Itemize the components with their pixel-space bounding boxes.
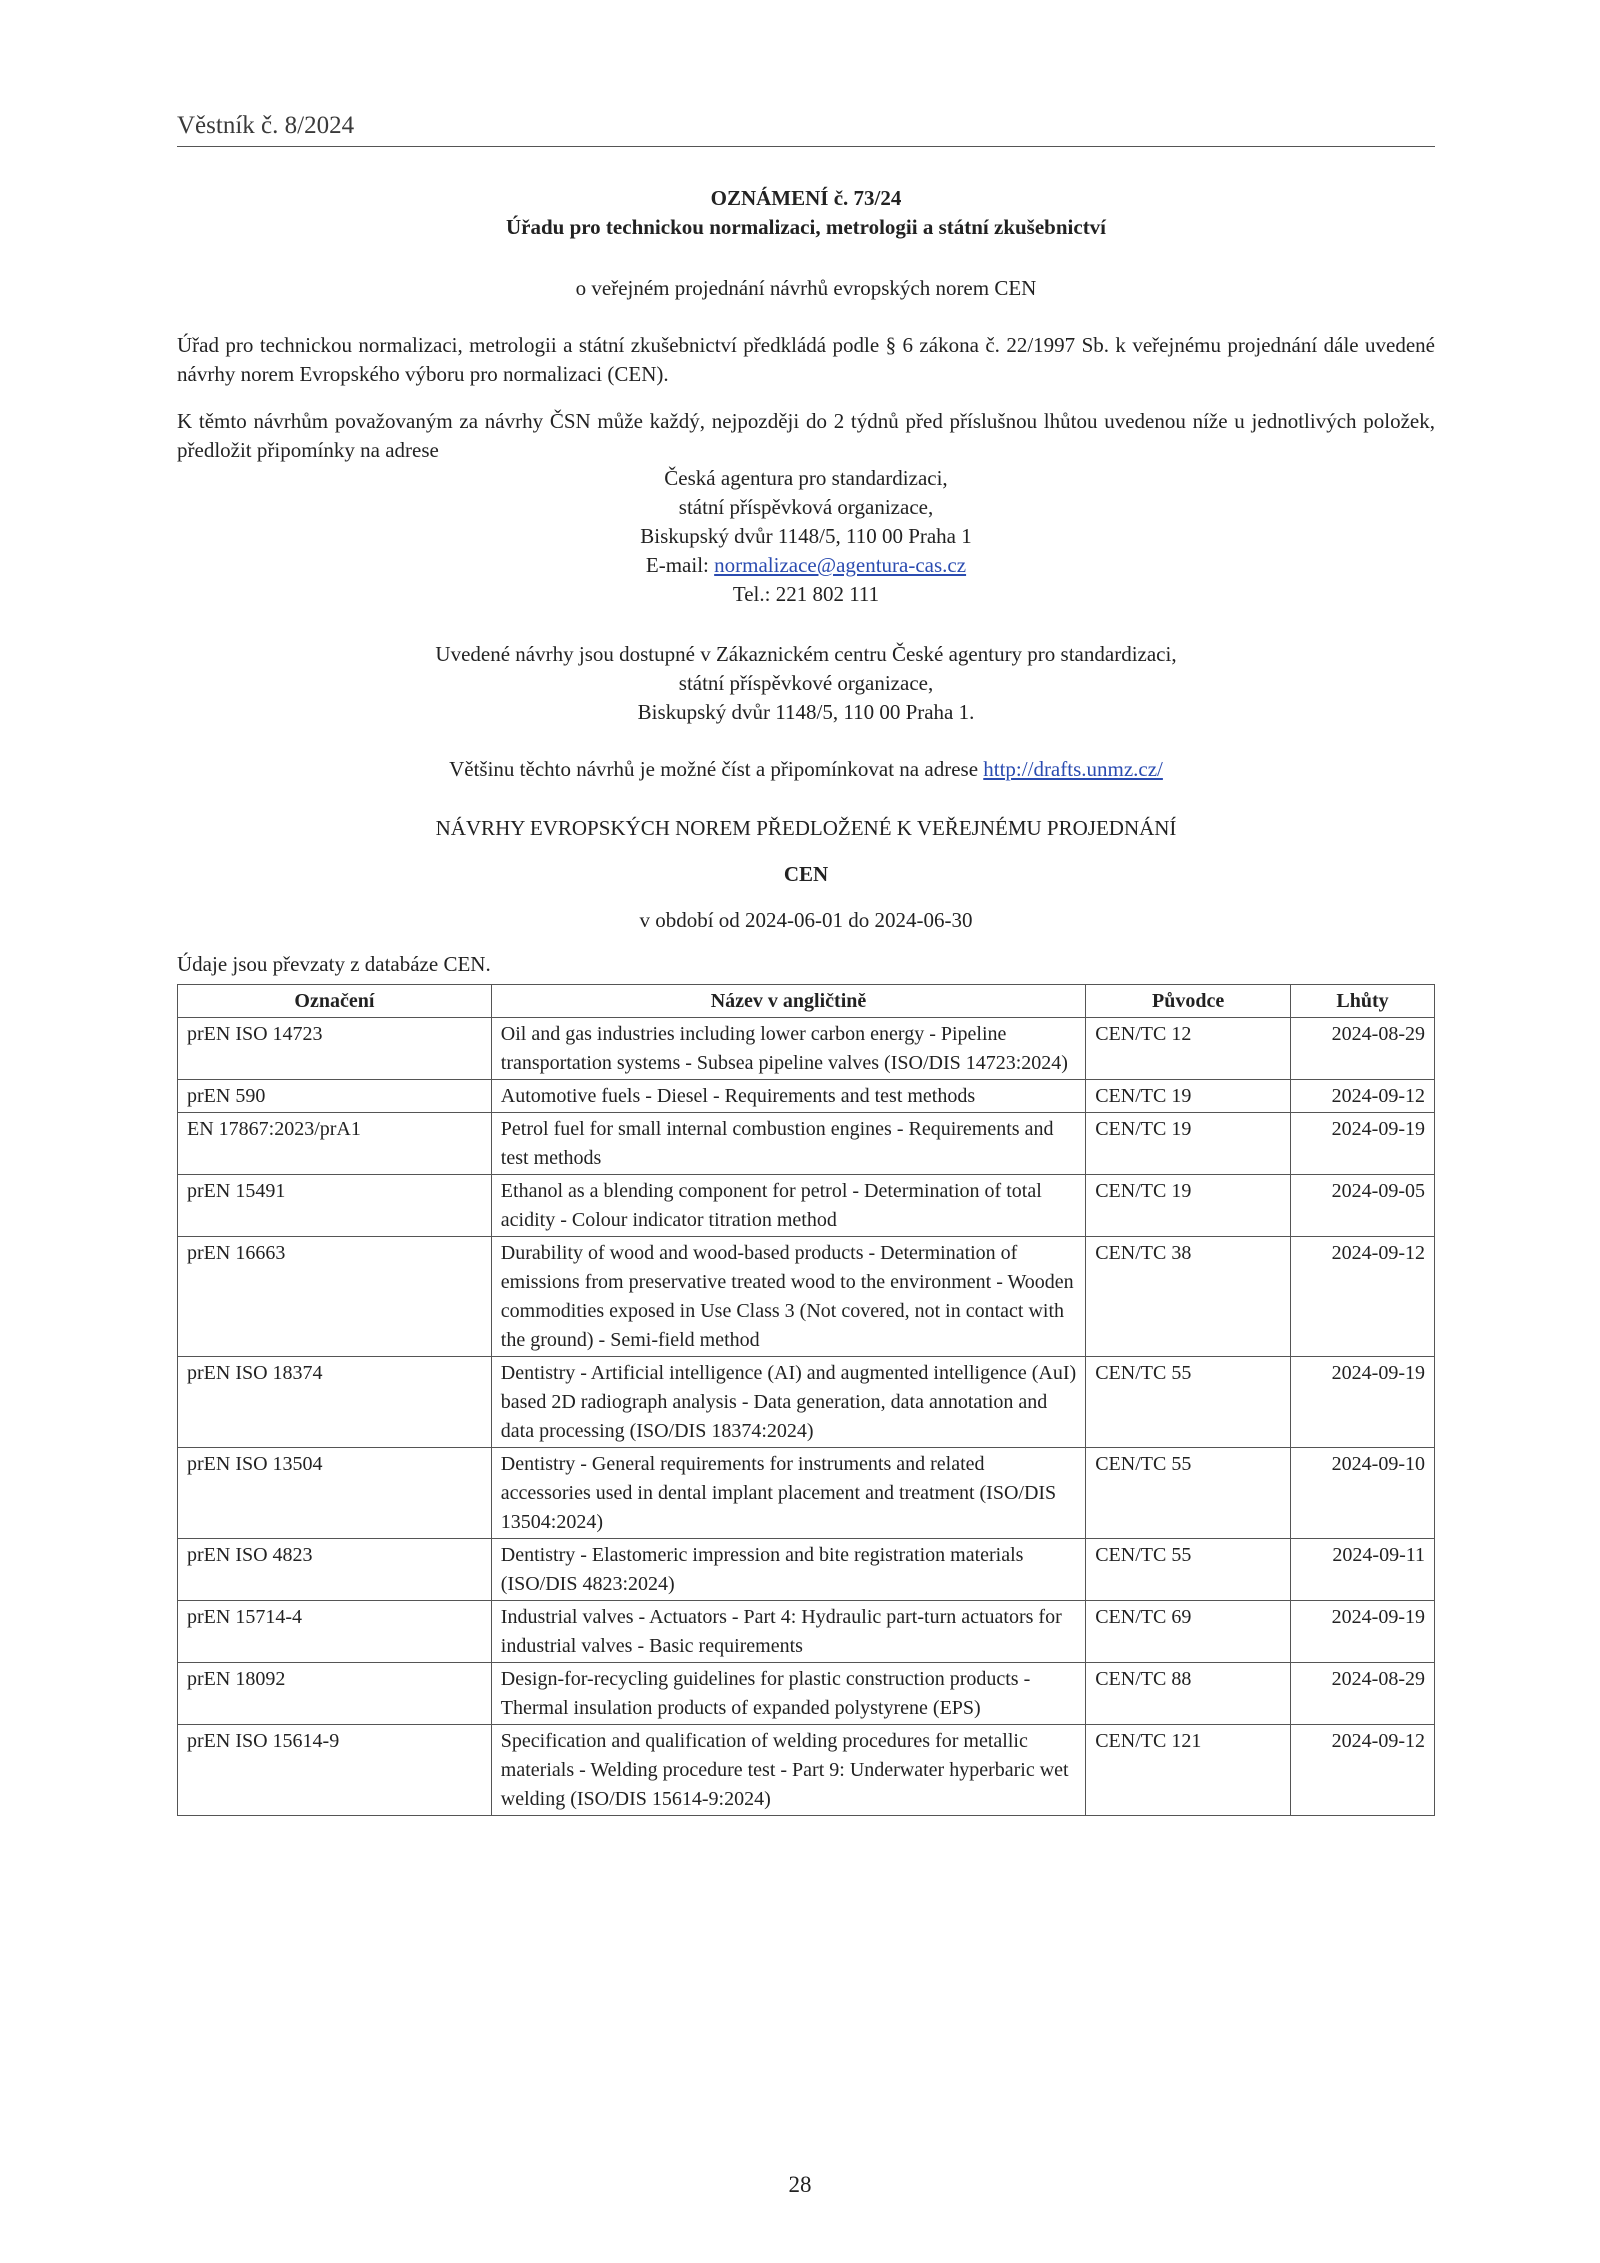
period-line: v období od 2024-06-01 do 2024-06-30 [639,908,973,932]
deadline-cell: 2024-08-29 [1291,1663,1435,1725]
title-cell: Specification and qualification of welding procedures for metallic materials - Welding procedure test - Part 9: Underwater hyperbaric wet welding (ISO/DIS 15614-9:2024) [491,1725,1085,1816]
drafts-link[interactable]: http://drafts.unmz.cz/ [983,757,1163,781]
deadline-cell: 2024-09-12 [1291,1237,1435,1357]
designation-cell: EN 17867:2023/prA1 [178,1113,492,1175]
table-row [178,1237,1435,1357]
title-cell: Industrial valves - Actuators - Part 4: Hydraulic part-turn actuators for industrial valves - Basic requirements [491,1601,1085,1663]
norms-table [177,984,1435,1816]
column-header-deadline: Lhůty [1291,985,1435,1018]
title-cell: Dentistry - Elastomeric impression and bite registration materials (ISO/DIS 4823:2024) [491,1539,1085,1601]
origin-cell: CEN/TC 121 [1086,1725,1291,1816]
title-cell: Design-for-recycling guidelines for plastic construction products - Thermal insulation products of expanded polystyrene (EPS) [491,1663,1085,1725]
designation-cell: prEN 15491 [178,1175,492,1237]
page-number: 28 [788,2172,812,2197]
address-line: Česká agentura pro standardizaci, [664,466,948,490]
availability-line: Uvedené návrhy jsou dostupné v Zákaznickém centru České agentury pro standardizaci, [435,642,1177,666]
origin-cell: CEN/TC 19 [1086,1080,1291,1113]
column-header-title: Název v angličtině [491,985,1085,1018]
origin-cell: CEN/TC 55 [1086,1539,1291,1601]
table-row [178,1018,1435,1080]
designation-cell: prEN ISO 14723 [178,1018,492,1080]
email-label: E-mail: [645,553,715,577]
designation-cell: prEN 16663 [178,1237,492,1357]
origin-cell: CEN/TC 38 [1086,1237,1291,1357]
origin-cell: CEN/TC 55 [1086,1448,1291,1539]
origin-cell: CEN/TC 19 [1086,1113,1291,1175]
designation-cell: prEN 18092 [178,1663,492,1725]
deadline-cell: 2024-08-29 [1291,1018,1435,1080]
origin-cell: CEN/TC 55 [1086,1357,1291,1448]
org-heading: CEN [783,862,829,886]
table-row [178,1601,1435,1663]
table-row [178,1725,1435,1816]
deadline-cell: 2024-09-10 [1291,1448,1435,1539]
title-cell: Petrol fuel for small internal combustion engines - Requirements and test methods [491,1113,1085,1175]
table-row [178,1448,1435,1539]
deadline-cell: 2024-09-19 [1291,1601,1435,1663]
deadline-cell: 2024-09-11 [1291,1539,1435,1601]
origin-cell: CEN/TC 19 [1086,1175,1291,1237]
comments-paragraph: K těmto návrhům považovaným za návrhy ČSN může každý, nejpozději do 2 týdnů před příslušnou lhůtou uvedenou níže u jednotlivých položek, předložit připomínky na adrese [177,409,1435,462]
title-cell: Durability of wood and wood-based products - Determination of emissions from preservative treated wood to the environment - Wooden commodities exposed in Use Class 3 (Not covered, not in contact with the ground) - Semi-field method [491,1237,1085,1357]
designation-cell: prEN ISO 4823 [178,1539,492,1601]
address-line: státní příspěvková organizace, [678,495,934,519]
origin-cell: CEN/TC 69 [1086,1601,1291,1663]
notice-title: OZNÁMENÍ č. 73/24 [710,186,902,210]
table-row [178,1175,1435,1237]
intro-paragraph: Úřad pro technickou normalizaci, metrologii a státní zkušebnictví předkládá podle § 6 zákona č. 22/1997 Sb. k veřejnému projednání dále uvedené návrhy norem Evropského výboru pro normalizaci (CEN). [177,333,1435,386]
deadline-cell: 2024-09-19 [1291,1357,1435,1448]
title-cell: Dentistry - General requirements for instruments and related accessories used in dental implant placement and treatment (ISO/DIS 13504:2024) [491,1448,1085,1539]
customer-centre-block [177,640,1435,727]
table-row [178,1113,1435,1175]
table-row [178,1539,1435,1601]
list-heading: NÁVRHY EVROPSKÝCH NOREM PŘEDLOŽENÉ K VEŘEJNÉMU PROJEDNÁNÍ [435,816,1177,840]
table-row [178,1357,1435,1448]
designation-cell: prEN ISO 13504 [178,1448,492,1539]
title-cell: Automotive fuels - Diesel - Requirements and test methods [491,1080,1085,1113]
column-header-designation: Označení [178,985,492,1018]
deadline-cell: 2024-09-05 [1291,1175,1435,1237]
origin-cell: CEN/TC 88 [1086,1663,1291,1725]
title-cell: Ethanol as a blending component for petrol - Determination of total acidity - Colour indicator titration method [491,1175,1085,1237]
availability-line: státní příspěvkové organizace, [678,671,934,695]
email-link[interactable]: normalizace@agentura-cas.cz [714,553,967,577]
origin-cell: CEN/TC 12 [1086,1018,1291,1080]
email-line [177,551,1435,580]
table-header-row [178,985,1435,1018]
running-head: Věstník č. 8/2024 [177,112,1435,147]
designation-cell: prEN ISO 18374 [178,1357,492,1448]
designation-cell: prEN 590 [178,1080,492,1113]
address-block [177,464,1435,609]
source-note: Údaje jsou převzaty z databáze CEN. [177,952,491,976]
table-row [178,1663,1435,1725]
column-header-origin: Původce [1086,985,1291,1018]
notice-subtitle: o veřejném projednání návrhů evropských norem CEN [575,276,1037,300]
designation-cell: prEN 15714-4 [178,1601,492,1663]
phone-line: Tel.: 221 802 111 [732,582,880,606]
address-line: Biskupský dvůr 1148/5, 110 00 Praha 1 [640,524,972,548]
table-row [178,1080,1435,1113]
deadline-cell: 2024-09-12 [1291,1725,1435,1816]
title-cell: Dentistry - Artificial intelligence (AI) and augmented intelligence (AuI) based 2D radiograph analysis - Data generation, data annotation and data processing (ISO/DIS 18374:2024) [491,1357,1085,1448]
deadline-cell: 2024-09-12 [1291,1080,1435,1113]
availability-line: Biskupský dvůr 1148/5, 110 00 Praha 1. [637,700,975,724]
drafts-line [177,757,1435,782]
deadline-cell: 2024-09-19 [1291,1113,1435,1175]
designation-cell: prEN ISO 15614-9 [178,1725,492,1816]
notice-issuer: Úřadu pro technickou normalizaci, metrologii a státní zkušebnictví [505,215,1107,239]
title-cell: Oil and gas industries including lower carbon energy - Pipeline transportation systems - Subsea pipeline valves (ISO/DIS 14723:2024) [491,1018,1085,1080]
drafts-text: Většinu těchto návrhů je možné číst a připomínkovat na adrese [449,757,984,781]
